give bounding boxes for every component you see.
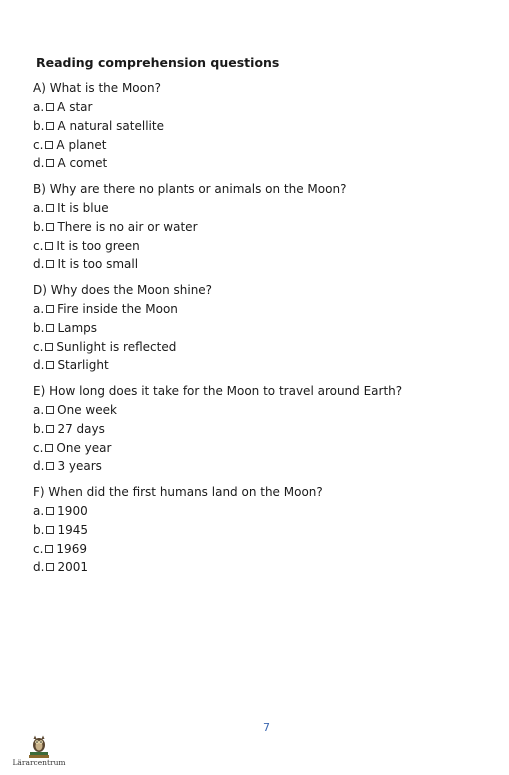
question-text: D) Why does the Moon shine? [33,283,213,297]
option-letter: a. [33,403,45,417]
checkbox[interactable] [46,324,54,332]
option-label: A planet [56,137,107,152]
checkbox[interactable] [46,361,54,369]
option-b[interactable] [33,319,212,338]
checkbox[interactable] [46,223,54,231]
page-number: 7 [263,721,270,734]
question-text: E) How long does it take for the Moon to travel around Earth? [33,384,403,398]
option-b[interactable] [33,117,164,136]
checkbox[interactable] [46,526,54,534]
question-b [33,180,346,274]
option-label: It is blue [57,201,109,215]
option-a[interactable] [33,401,402,420]
checkbox[interactable] [45,545,53,553]
question-a [33,79,164,173]
checkbox[interactable] [45,141,53,149]
option-a[interactable] [33,300,212,319]
option-letter: d. [33,459,45,474]
option-d[interactable] [33,558,323,577]
checkbox[interactable] [45,242,53,250]
option-label: 1900 [57,504,88,518]
option-letter: d. [33,358,45,373]
option-letter: b. [33,522,45,537]
option-letter: a. [33,100,45,114]
checkbox[interactable] [46,159,54,167]
option-c[interactable] [33,237,346,256]
option-letter: d. [33,560,45,575]
option-c[interactable] [33,540,323,559]
option-letter: c. [33,541,44,556]
option-label: Starlight [57,358,109,373]
option-label: It is too green [56,238,140,253]
option-label: There is no air or water [57,219,198,234]
option-label: A star [57,100,93,114]
option-label: 1945 [57,522,88,537]
logo-text: Lärarcentrum [12,758,66,767]
option-letter: c. [33,238,44,253]
option-label: 1969 [56,541,87,556]
option-a[interactable] [33,98,164,117]
option-label: Fire inside the Moon [57,302,178,316]
question-text: B) Why are there no plants or animals on the Moon? [33,182,347,196]
option-letter: d. [33,257,45,272]
checkbox[interactable] [46,122,54,130]
option-letter: c. [33,137,44,152]
question-text: A) What is the Moon? [33,81,161,95]
checkbox[interactable] [46,425,54,433]
option-letter: c. [33,440,44,455]
question-e [33,382,402,476]
option-label: Lamps [57,320,98,335]
checkbox[interactable] [46,406,54,414]
checkbox[interactable] [46,507,54,515]
checkbox[interactable] [46,204,54,212]
option-c[interactable] [33,338,212,357]
option-label: Sunlight is reflected [56,339,177,354]
option-letter: b. [33,219,45,234]
page-title: Reading comprehension questions [36,55,280,70]
option-letter: c. [33,339,44,354]
option-d[interactable] [33,356,212,375]
option-label: One year [56,440,112,455]
option-label: One week [57,403,117,417]
checkbox[interactable] [45,444,53,452]
option-c[interactable] [33,439,402,458]
option-b[interactable] [33,521,323,540]
option-a[interactable] [33,199,346,218]
option-d[interactable] [33,154,164,173]
question-f [33,483,323,577]
option-letter: a. [33,201,45,215]
question-d [33,281,212,375]
checkbox[interactable] [45,343,53,351]
option-label: A natural satellite [57,118,164,133]
option-letter: a. [33,302,45,316]
checkbox[interactable] [46,103,54,111]
option-letter: b. [33,421,45,436]
option-label: It is too small [57,257,139,272]
option-letter: d. [33,156,45,171]
option-d[interactable] [33,457,402,476]
option-b[interactable] [33,218,346,237]
logo [12,733,66,771]
option-label: 2001 [57,560,88,575]
option-a[interactable] [33,502,323,521]
question-text: F) When did the first humans land on the Moon? [33,485,323,499]
checkbox[interactable] [46,563,54,571]
option-letter: b. [33,320,45,335]
option-letter: b. [33,118,45,133]
checkbox[interactable] [46,260,54,268]
option-label: 27 days [57,421,105,436]
checkbox[interactable] [46,462,54,470]
option-b[interactable] [33,420,402,439]
option-d[interactable] [33,255,346,274]
option-label: 3 years [57,459,102,474]
checkbox[interactable] [46,305,54,313]
option-c[interactable] [33,136,164,155]
option-label: A comet [57,156,108,171]
option-letter: a. [33,504,45,518]
owl-on-books-icon [12,733,66,759]
